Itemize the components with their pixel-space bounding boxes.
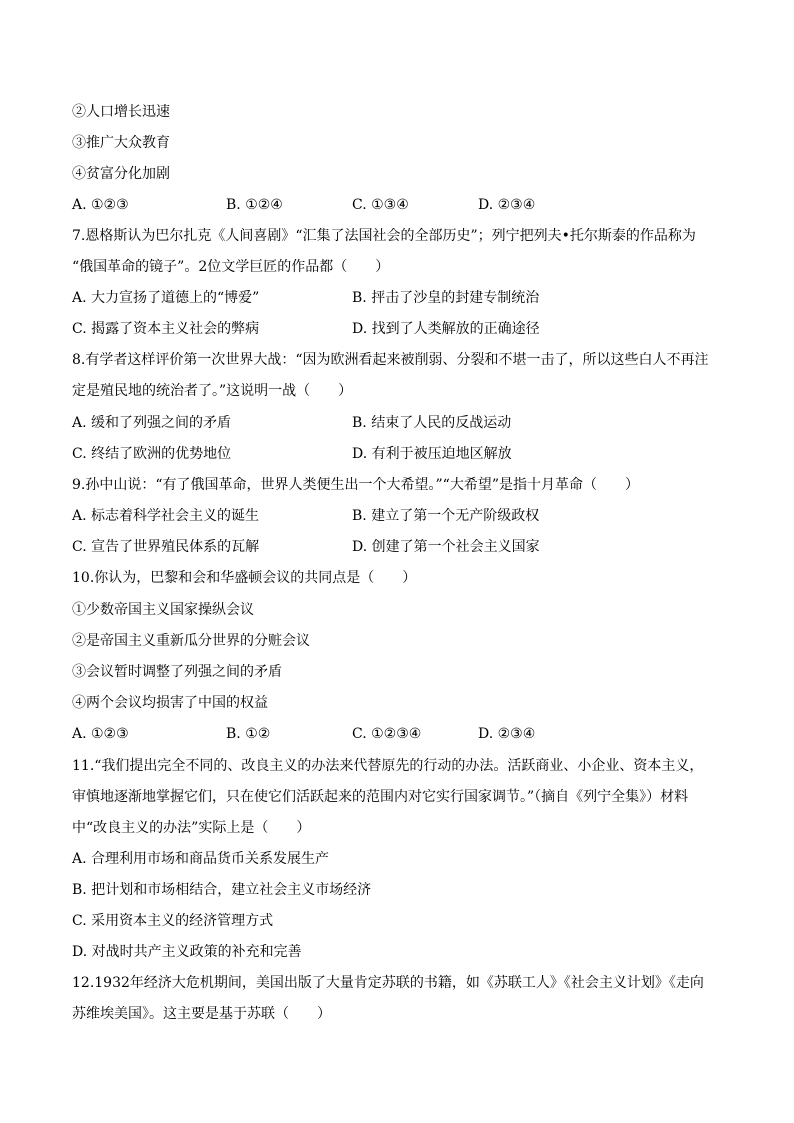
q11-option-b: B. 把计划和市场相结合，建立社会主义市场经济 [72,882,372,898]
q7-stem-line2: “俄国革命的镜子”。2位文学巨匠的作品都（ ） [72,259,390,275]
q6-item-4: ④贫富分化加剧 [72,166,170,182]
q11-stem-line3: 中“改良主义的办法”实际上是（ ） [72,820,311,836]
q11-stem-line1: 11.“我们提出完全不同的、改良主义的办法来代替原先的行动的办法。活跃商业、小企业、资本主义， [72,758,704,774]
q7-option-b: B. 抨击了沙皇的封建专制统治 [352,290,540,306]
q11-stem-line2: 审慎地逐渐地掌握它们，只在使它们活跃起来的范围内对它实行国家调节。”（摘自《列宁全集》）材料 [72,789,689,805]
q6-item-3: ③推广大众教育 [72,135,170,151]
q10-option-c: C. ①②③④ [352,726,422,742]
q8-option-d: D. 有利于被压迫地区解放 [352,446,512,462]
q8-stem-line2: 定是殖民地的统治者了。”这说明一战（ ） [72,383,353,399]
q10-stem-line1: 10.你认为，巴黎和会和华盛顿会议的共同点是（ ） [72,570,417,586]
q9-option-d: D. 创建了第一个社会主义国家 [352,539,540,555]
q9-stem-line1: 9.孙中山说：“有了俄国革命，世界人类便生出一个大希望。”“大希望”是指十月革命（ ） [72,477,639,493]
q11-option-a: A. 合理利用市场和商品货币关系发展生产 [72,851,330,867]
q10-option-d: D. ②③④ [478,726,536,742]
q12-stem-line2: 苏维埃美国》。这主要是基于苏联（ ） [72,1006,331,1022]
q9-option-b: B. 建立了第一个无产阶级政权 [352,508,540,524]
q11-option-c: C. 采用资本主义的经济管理方式 [72,913,274,929]
q11-option-d: D. 对战时共产主义政策的补充和完善 [72,944,302,960]
q9-option-a: A. 标志着科学社会主义的诞生 [72,508,260,524]
q8-option-b: B. 结束了人民的反战运动 [352,415,512,431]
q10-option-a: A. ①②③ [72,726,129,742]
q12-stem-line1: 12.1932年经济大危机期间，美国出版了大量肯定苏联的书籍，如《苏联工人》《社会主义计划》《走向 [72,975,704,991]
q7-option-a: A. 大力宣扬了道德上的“博爱” [72,290,260,306]
q8-stem-line1: 8.有学者这样评价第一次世界大战：“因为欧洲看起来被削弱、分裂和不堪一击了，所以这些白人不再注 [72,352,709,368]
q10-item-3: ③会议暂时调整了列强之间的矛盾 [72,664,282,680]
q10-item-1: ①少数帝国主义国家操纵会议 [72,602,254,618]
q6-option-b: B. ①②④ [226,197,283,213]
q10-option-b: B. ①② [226,726,271,742]
q6-option-a: A. ①②③ [72,197,129,213]
q6-option-d: D. ②③④ [478,197,536,213]
q10-item-4: ④两个会议均损害了中国的权益 [72,695,268,711]
q6-item-2: ②人口增长迅速 [72,104,170,120]
q7-stem-line1: 7.恩格斯认为巴尔扎克《人间喜剧》“汇集了法国社会的全部历史”；列宁把列夫•托尔斯泰的作品称为 [72,228,696,244]
q7-option-c: C. 揭露了资本主义社会的弊病 [72,321,260,337]
q6-option-c: C. ①③④ [352,197,409,213]
q7-option-d: D. 找到了人类解放的正确途径 [352,321,540,337]
q8-option-c: C. 终结了欧洲的优势地位 [72,446,232,462]
q9-option-c: C. 宣告了世界殖民体系的瓦解 [72,539,260,555]
q8-option-a: A. 缓和了列强之间的矛盾 [72,415,232,431]
q10-item-2: ②是帝国主义重新瓜分世界的分赃会议 [72,633,310,649]
